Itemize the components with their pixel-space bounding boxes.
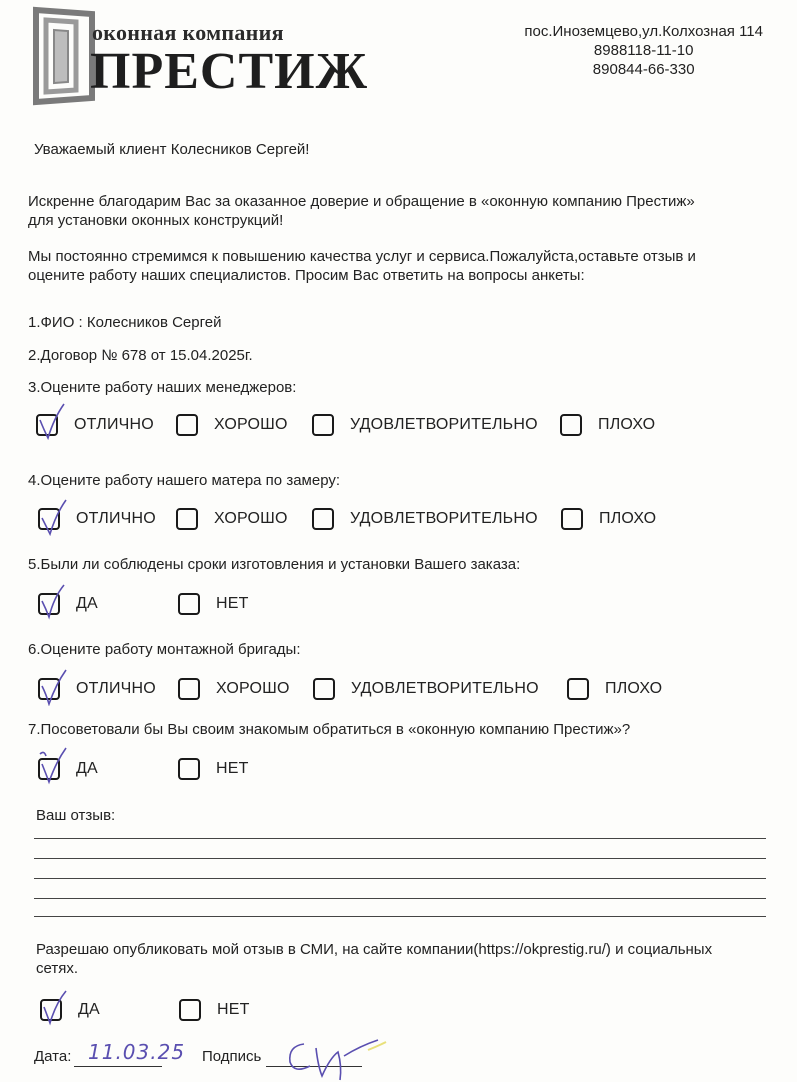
publish-consent-line-2: сетях.	[36, 960, 79, 977]
company-address: пос.Иноземцево,ул.Колхозная 114	[524, 23, 763, 40]
intro-line-2: для установки оконных конструкций!	[28, 212, 284, 229]
question-measurer: 4.Оцените работу нашего матера по замеру:	[28, 472, 341, 489]
q4-option-excellent[interactable]	[38, 508, 156, 530]
option-label: УДОВЛЕТВОРИТЕЛЬНО	[350, 416, 538, 433]
checkbox[interactable]	[179, 999, 201, 1021]
greeting: Уважаемый клиент Колесников Сергей!	[34, 141, 310, 158]
checkbox[interactable]	[178, 678, 200, 700]
checkbox[interactable]	[38, 758, 60, 780]
publish-option-no[interactable]	[179, 999, 250, 1021]
checkbox[interactable]	[176, 508, 198, 530]
q3-option-good[interactable]	[176, 414, 288, 436]
option-label: НЕТ	[216, 595, 249, 612]
q6-option-good[interactable]	[178, 678, 290, 700]
q6-option-excellent[interactable]	[38, 678, 156, 700]
checkbox[interactable]	[567, 678, 589, 700]
company-logo	[32, 6, 412, 106]
option-label: ПЛОХО	[599, 510, 657, 527]
checkbox[interactable]	[312, 414, 334, 436]
option-label: ДА	[78, 1001, 100, 1018]
checkbox[interactable]	[40, 999, 62, 1021]
review-label: Ваш отзыв:	[36, 807, 116, 824]
checkbox[interactable]	[561, 508, 583, 530]
option-label: ПЛОХО	[605, 680, 663, 697]
review-line[interactable]	[34, 858, 766, 859]
checkbox[interactable]	[313, 678, 335, 700]
date-value[interactable]: 11.03.25	[88, 1040, 186, 1064]
option-label: УДОВЛЕТВОРИТЕЛЬНО	[350, 510, 538, 527]
company-phone-1: 8988118-11-10	[593, 42, 694, 59]
option-label: ХОРОШО	[214, 416, 288, 433]
q6-option-satisfactory[interactable]	[313, 678, 539, 700]
question-fio: 1.ФИО : Колесников Сергей	[28, 314, 222, 331]
handwritten-check-icon	[34, 402, 68, 442]
question-deadlines: 5.Были ли соблюдены сроки изготовления и установки Вашего заказа:	[28, 556, 521, 573]
handwritten-signature[interactable]	[282, 1036, 394, 1082]
publish-consent-line-1: Разрешаю опубликовать мой отзыв в СМИ, на сайте компании(https://okprestig.ru/) и социальных	[36, 941, 713, 958]
signature-label: Подпись	[202, 1048, 262, 1065]
q7-option-yes[interactable]	[38, 758, 98, 780]
option-label: УДОВЛЕТВОРИТЕЛЬНО	[351, 680, 539, 697]
handwritten-check-icon	[36, 496, 70, 536]
checkbox[interactable]	[38, 593, 60, 615]
option-label: ПЛОХО	[598, 416, 656, 433]
checkbox[interactable]	[176, 414, 198, 436]
option-label: НЕТ	[217, 1001, 250, 1018]
option-label: ОТЛИЧНО	[76, 680, 156, 697]
q4-option-poor[interactable]	[561, 508, 656, 530]
checkbox[interactable]	[38, 508, 60, 530]
question-recommend: 7.Посоветовали бы Вы своим знакомым обратиться в «оконную компанию Престиж»?	[28, 721, 631, 738]
q4-option-satisfactory[interactable]	[312, 508, 538, 530]
checkbox[interactable]	[38, 678, 60, 700]
date-underline	[74, 1066, 162, 1067]
option-label: ХОРОШО	[214, 510, 288, 527]
option-label: ОТЛИЧНО	[74, 416, 154, 433]
date-label: Дата:	[34, 1048, 72, 1065]
q4-option-good[interactable]	[176, 508, 288, 530]
review-line[interactable]	[34, 838, 766, 839]
q3-option-satisfactory[interactable]	[312, 414, 538, 436]
checkbox[interactable]	[178, 593, 200, 615]
handwritten-check-icon	[36, 666, 70, 706]
window-frame-icon	[32, 6, 96, 106]
checkbox[interactable]	[36, 414, 58, 436]
handwritten-check-icon	[36, 581, 70, 621]
publish-option-yes[interactable]	[40, 999, 100, 1021]
request-line-1: Мы постоянно стремимся к повышению качества услуг и сервиса.Пожалуйста,оставьте отзыв и	[28, 248, 696, 265]
logo-subtitle: оконная компания	[92, 20, 284, 45]
request-line-2: оцените работу наших специалистов. Просим Вас ответить на вопросы анкеты:	[28, 267, 585, 284]
handwritten-check-icon	[38, 987, 72, 1027]
question-contract: 2.Договор № 678 от 15.04.2025г.	[28, 347, 253, 364]
question-managers: 3.Оцените работу наших менеджеров:	[28, 379, 297, 396]
option-label: НЕТ	[216, 760, 249, 777]
review-line[interactable]	[34, 916, 766, 917]
review-line[interactable]	[34, 878, 766, 879]
option-label: ОТЛИЧНО	[76, 510, 156, 527]
option-label: ХОРОШО	[216, 680, 290, 697]
company-phone-2: 890844-66-330	[592, 61, 695, 78]
q5-option-no[interactable]	[178, 593, 249, 615]
option-label: ДА	[76, 595, 98, 612]
review-line[interactable]	[34, 898, 766, 899]
contact-block	[524, 22, 763, 79]
q3-option-excellent[interactable]	[36, 414, 154, 436]
q5-option-yes[interactable]	[38, 593, 98, 615]
question-installation-team: 6.Оцените работу монтажной бригады:	[28, 641, 301, 658]
logo-title: ПРЕСТИЖ	[90, 43, 368, 100]
q6-option-poor[interactable]	[567, 678, 662, 700]
checkbox[interactable]	[560, 414, 582, 436]
q7-option-no[interactable]	[178, 758, 249, 780]
checkbox[interactable]	[178, 758, 200, 780]
intro-line-1: Искренне благодарим Вас за оказанное доверие и обращение в «оконную компанию Престиж»	[28, 193, 695, 210]
handwritten-check-icon	[36, 746, 70, 786]
q3-option-poor[interactable]	[560, 414, 655, 436]
checkbox[interactable]	[312, 508, 334, 530]
option-label: ДА	[76, 760, 98, 777]
